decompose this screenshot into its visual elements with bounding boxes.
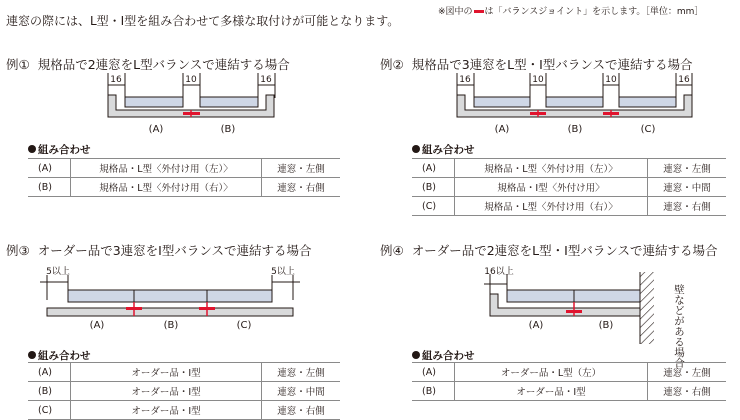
example-3-number: 例③ bbox=[6, 243, 30, 258]
ex3-dim-left: 5以上 bbox=[46, 267, 70, 277]
ex4-dim-left: 16以上 bbox=[484, 267, 514, 277]
ex2-label-c: (C) bbox=[640, 124, 656, 135]
bullet-icon bbox=[412, 351, 420, 359]
ex1-label-a: (A) bbox=[148, 124, 164, 135]
ex4-label-a: (A) bbox=[528, 320, 544, 331]
ex3-label-c: (C) bbox=[236, 320, 252, 331]
row-item: 規格品・L型〈外付け用（左）〉 bbox=[455, 159, 648, 178]
row-item: 規格品・L型〈外付け用（右）〉 bbox=[455, 197, 648, 216]
example-2-title-text: 規格品で3連窓をL型・I型バランスで連結する場合 bbox=[411, 57, 693, 72]
row-key: (B) bbox=[28, 382, 71, 401]
row-key: (A) bbox=[28, 159, 71, 178]
row-item: オーダー品・I型 bbox=[455, 382, 648, 401]
ex2-dim-1: 16 bbox=[459, 75, 471, 85]
row-item: 規格品・L型〈外付け用（右）〉 bbox=[71, 178, 262, 197]
row-position: 連窓・右側 bbox=[648, 197, 727, 216]
ex3-dim-right: 5以上 bbox=[271, 267, 295, 277]
example-1-title-text: 規格品で2連窓をL型バランスで連結する場合 bbox=[37, 57, 290, 72]
example-2-number: 例② bbox=[380, 57, 404, 72]
example-3-title-text: オーダー品で3連窓をI型バランスで連結する場合 bbox=[37, 243, 312, 258]
row-position: 連窓・左側 bbox=[648, 363, 727, 382]
row-key: (A) bbox=[28, 363, 71, 382]
row-position: 連窓・右側 bbox=[262, 401, 341, 420]
ex1-dim-left: 16 bbox=[110, 75, 122, 85]
example-4-title-text: オーダー品で2連窓をL型・I型バランスで連結する場合 bbox=[411, 243, 718, 258]
table-row bbox=[412, 382, 726, 401]
row-position: 連窓・左側 bbox=[648, 159, 727, 178]
row-key: (C) bbox=[412, 197, 455, 216]
row-position: 連窓・左側 bbox=[262, 363, 341, 382]
ex1-label-b: (B) bbox=[220, 124, 236, 135]
combo-heading-text: 組み合わせ bbox=[422, 144, 475, 156]
example-4-number: 例④ bbox=[380, 243, 404, 258]
ex2-dim-4: 16 bbox=[678, 75, 690, 85]
row-position: 連窓・中間 bbox=[648, 178, 727, 197]
combo-heading-text: 組み合わせ bbox=[422, 350, 475, 362]
row-key: (B) bbox=[28, 178, 71, 197]
ex2-dim-2: 10 bbox=[532, 75, 544, 85]
row-item: オーダー品・I型 bbox=[71, 382, 262, 401]
row-item: オーダー品・I型 bbox=[71, 363, 262, 382]
ex3-label-b: (B) bbox=[163, 320, 179, 331]
intro-text: 連窓の際には、L型・I型を組み合わせて多様な取付けが可能となります。 bbox=[6, 14, 400, 28]
row-item: オーダー品・I型 bbox=[71, 401, 262, 420]
row-position: 連窓・右側 bbox=[262, 178, 341, 197]
row-key: (B) bbox=[412, 382, 455, 401]
table-row bbox=[412, 363, 726, 382]
ex2-label-a: (A) bbox=[494, 124, 510, 135]
ex2-label-b: (B) bbox=[567, 124, 583, 135]
row-key: (B) bbox=[412, 178, 455, 197]
row-item: 規格品・I型〈外付け用〉 bbox=[455, 178, 648, 197]
ex1-dim-mid: 10 bbox=[185, 75, 197, 85]
row-item: 規格品・L型〈外付け用（左）〉 bbox=[71, 159, 262, 178]
row-position: 連窓・右側 bbox=[648, 382, 727, 401]
row-position: 連窓・中間 bbox=[262, 382, 341, 401]
ex4-label-b: (B) bbox=[598, 320, 614, 331]
row-key: (A) bbox=[412, 159, 455, 178]
example-4-combo-heading bbox=[412, 348, 475, 363]
ex1-dim-right: 16 bbox=[260, 75, 272, 85]
row-key: (C) bbox=[28, 401, 71, 420]
wall-label: 壁などがある場合 bbox=[673, 284, 685, 368]
combo-heading-text: 組み合わせ bbox=[38, 350, 91, 362]
ex4-wall bbox=[640, 272, 654, 344]
ex2-dim-3: 10 bbox=[605, 75, 617, 85]
combo-heading-text: 組み合わせ bbox=[38, 144, 91, 156]
row-key: (A) bbox=[412, 363, 455, 382]
example-1-number: 例① bbox=[6, 57, 30, 72]
legend-note-suffix: は「バランスジョイント」を示します。［単位：mm］ bbox=[484, 7, 704, 17]
example-4-combo-table bbox=[412, 362, 726, 401]
row-position: 連窓・左側 bbox=[262, 159, 341, 178]
ex3-label-a: (A) bbox=[89, 320, 105, 331]
row-item: オーダー品・L型（左） bbox=[455, 363, 648, 382]
legend-note-prefix: ※図中の bbox=[438, 7, 473, 17]
